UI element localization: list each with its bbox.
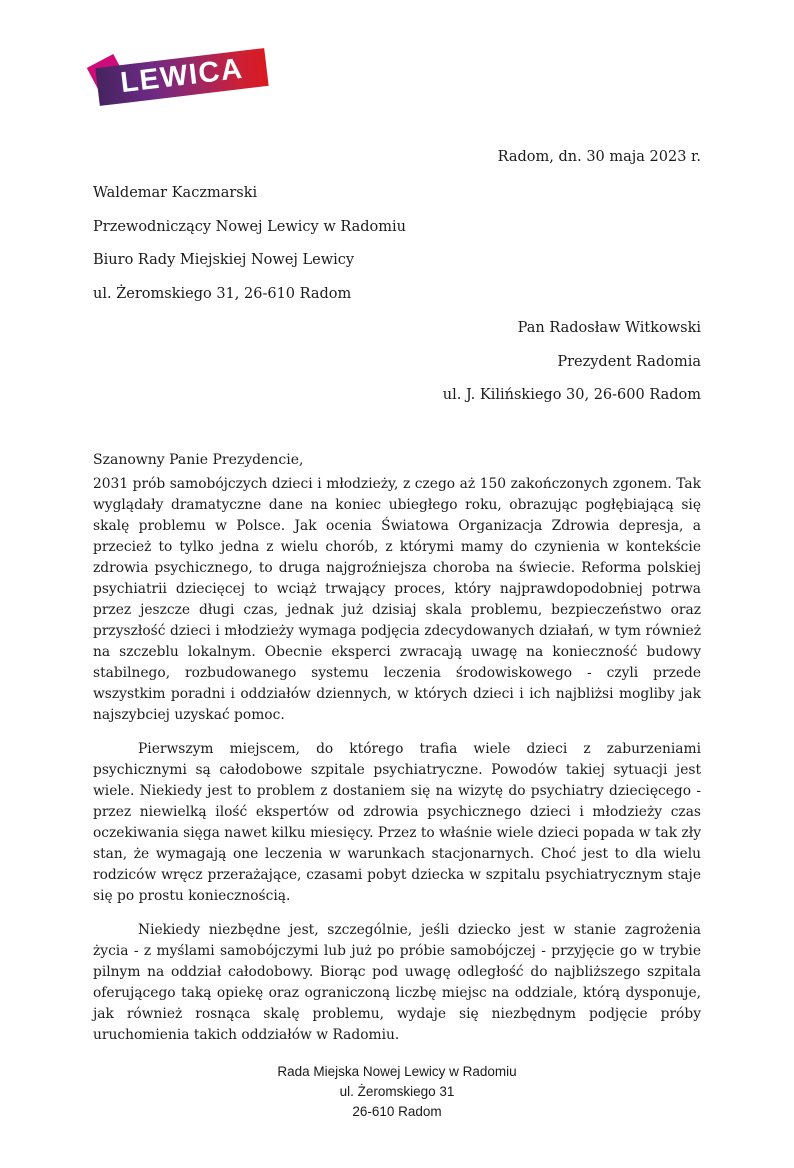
letter-content: [0, 45, 794, 1046]
footer-organization: Rada Miejska Nowej Lewicy w Radomiu: [277, 1064, 517, 1079]
sender-block: [93, 177, 701, 311]
recipient-title: Prezydent Radomia: [557, 353, 701, 370]
date-line: Radom, dn. 30 maja 2023 r.: [497, 149, 701, 165]
sender-title: Przewodniczący Nowej Lewicy w Radomiu: [93, 218, 406, 235]
letter-body: [93, 474, 701, 1046]
footer-street: ul. Żeromskiego 31: [339, 1084, 455, 1099]
letter-page: [0, 45, 794, 1168]
sender-address: ul. Żeromskiego 31, 26-610 Radom: [93, 285, 352, 302]
lewica-logo: [93, 45, 283, 111]
sender-office: Biuro Rady Miejskiej Nowej Lewicy: [93, 252, 355, 268]
paragraph-1: 2031 prób samobójczych dzieci i młodzieży, z czego aż 150 zakończonych zgonem. Tak wyglądały dramatyczne dane na koniec ubiegłego roku, obrazując pogłębiającą się skalę problemu w Polsce. Jak ocenia Światowa Organizacja Zdrowia depresja, a przecież to tylko jedna z wielu chorób, z którymi mamy do czynienia w kontekście zdrowia psychicznego, to druga najgroźniejsza choroba na świecie. Reforma polskiej psychiatrii dziecięcej to wciąż trwający proces, który najprawdopodobniej potrwa przez jeszcze długi czas, jednak już dzisiaj skala problemu, bezpieczeństwo oraz przyszłość dzieci i młodzieży wymaga podjęcia zdecydowanych działań, w tym również na szczeblu lokalnym. Obecnie eksperci zwracają uwagę na konieczność budowy stabilnego, rozbudowanego systemu leczenia środowiskowego - czyli przede wszystkim poradni i oddziałów dziennych, w których dzieci i ich najbliżsi mogliby jak najszybciej uzyskać pomoc.: [93, 475, 701, 723]
letter-footer: [0, 1062, 794, 1122]
recipient-name: Pan Radosław Witkowski: [517, 320, 701, 336]
footer-city: 26-610 Radom: [352, 1104, 442, 1119]
logo-wordmark: LEWICA: [118, 52, 245, 99]
salutation: Szanowny Panie Prezydencie,: [93, 451, 304, 468]
logo-banner: [95, 48, 268, 106]
paragraph-2: Pierwszym miejscem, do którego trafia wiele dzieci z zaburzeniami psychicznymi są całodobowe szpitale psychiatryczne. Powodów takiej sytuacji jest wiele. Niekiedy jest to problem z dostaniem się na wizytę do psychiatry dziecięcego - przez niewielką ilość ekspertów od zdrowia psychicznego dzieci i młodzieży czas oczekiwania sięga nawet kilku miesięcy. Przez to właśnie wiele dzieci popada w tak zły stan, że wymagają one leczenia w warunkach stacjonarnych. Choć jest to dla wielu rodziców wręcz przerażające, czasami pobyt dziecka w szpitalu psychiatrycznym staje się po prostu koniecznością.: [93, 740, 701, 904]
sender-name: Waldemar Kaczmarski: [93, 185, 258, 201]
paragraph-3: Niekiedy niezbędne jest, szczególnie, jeśli dziecko jest w stanie zagrożenia życia - z myślami samobójczymi lub już po próbie samobójczej - przyjęcie go w trybie pilnym na oddział całodobowy. Biorąc pod uwagę odległość do najbliższego szpitala oferującego taką opiekę oraz ograniczoną liczbę miejsc na oddziale, którą dysponuje, jak również rosnąca skalę problemu, wydaje się niezbędnym podjęcie próby uruchomienia takich oddziałów w Radomiu.: [93, 921, 701, 1043]
recipient-block: [93, 312, 701, 413]
recipient-address: ul. J. Kilińskiego 30, 26-600 Radom: [442, 387, 701, 403]
